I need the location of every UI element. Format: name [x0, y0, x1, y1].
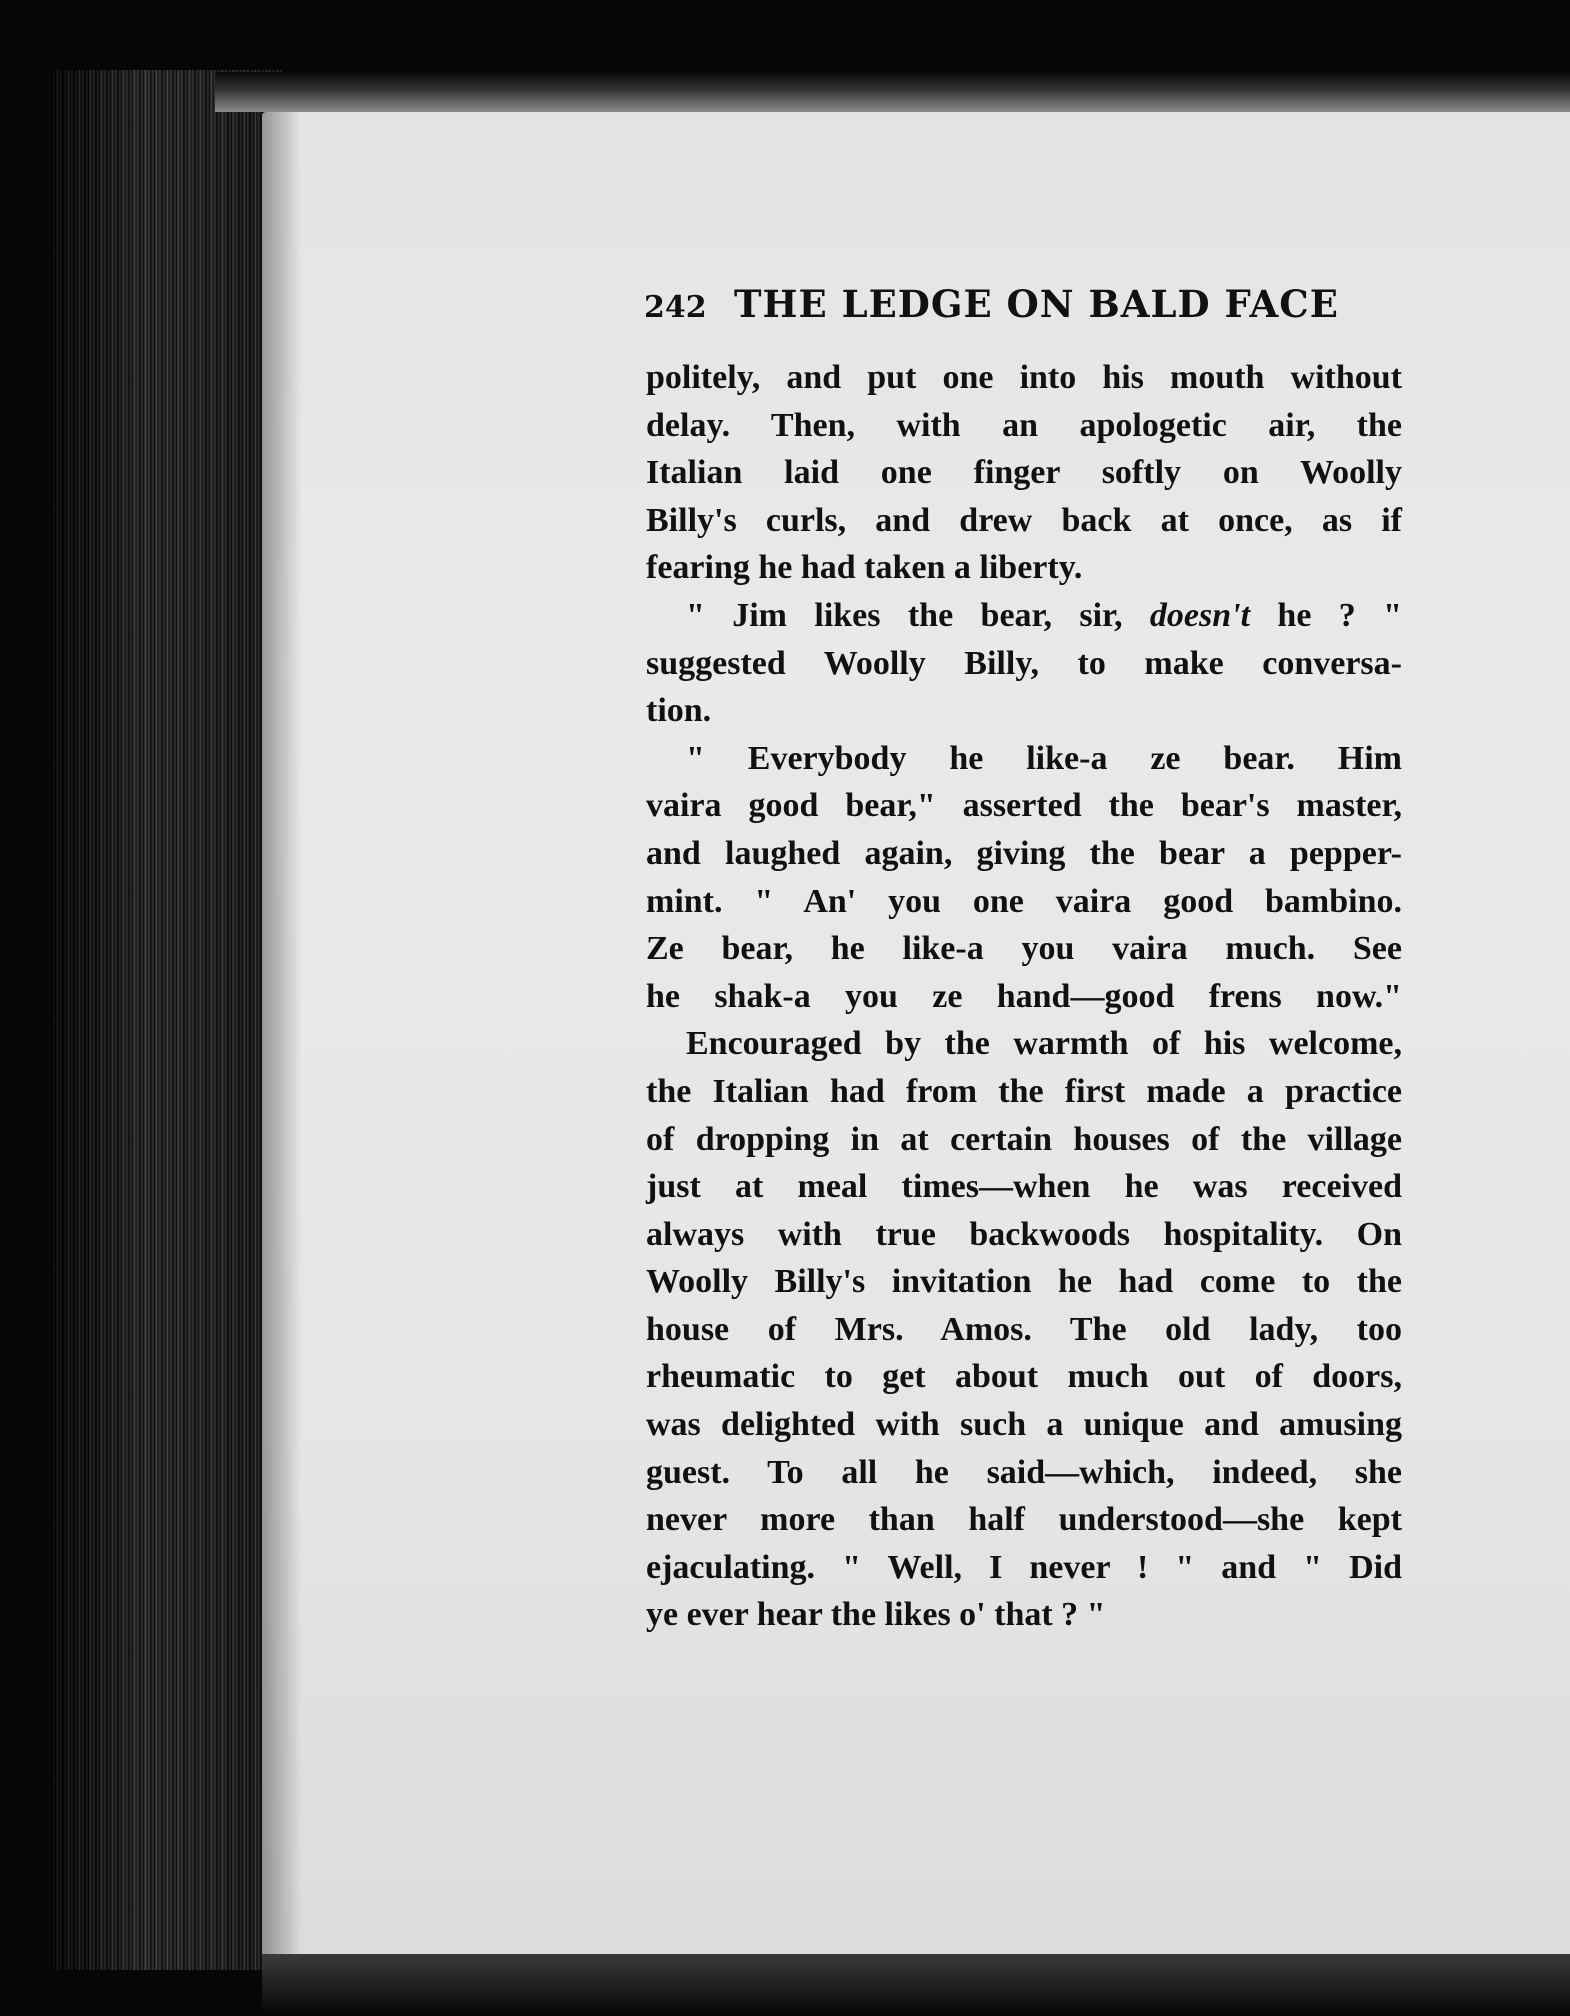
- text-line: just at meal times—when he was received: [646, 1168, 1402, 1206]
- text-line: Encouraged by the warmth of his welcome,: [686, 1025, 1402, 1063]
- text-line: Italian laid one finger softly on Woolly: [646, 454, 1402, 492]
- page-number: 242: [644, 290, 707, 325]
- text-line: house of Mrs. Amos. The old lady, too: [646, 1310, 1402, 1348]
- text-line: suggested Woolly Billy, to make conversa-: [646, 644, 1402, 682]
- bottom-shadow: [262, 1954, 1570, 2016]
- text-line: politely, and put one into his mouth without: [646, 359, 1402, 396]
- text-line: rheumatic to get about much out of doors,: [646, 1358, 1402, 1396]
- text-line: fearing he had taken a liberty.: [646, 549, 1083, 587]
- text-line: mint. " An' you one vaira good bambino.: [646, 882, 1402, 920]
- text-line: vaira good bear," asserted the bear's master,: [646, 787, 1402, 825]
- text-line: never more than half understood—she kept: [646, 1501, 1402, 1539]
- text-line: guest. To all he said—which, indeed, she: [646, 1453, 1402, 1491]
- text-line: ejaculating. " Well, I never ! " and " Did: [646, 1548, 1402, 1586]
- text-line: was delighted with such a unique and amusing: [646, 1406, 1402, 1444]
- text-line: he shak-a you ze hand—good frens now.": [646, 977, 1402, 1015]
- text-line: Woolly Billy's invitation he had come to the: [646, 1263, 1402, 1301]
- text-line: " Everybody he like-a ze bear. Him: [686, 739, 1402, 777]
- text-line: Ze bear, he like-a you vaira much. See: [646, 930, 1402, 968]
- text-line: tion.: [646, 692, 712, 730]
- text-segment: " Jim likes the bear, sir,: [686, 596, 1123, 634]
- running-title: THE LEDGE ON BALD FACE: [734, 282, 1339, 326]
- page-edges: [52, 70, 282, 1970]
- top-page-edge: [215, 72, 1570, 112]
- text-line: always with true backwoods hospitality. On: [646, 1215, 1402, 1253]
- text-segment: he ? ": [1277, 596, 1403, 634]
- text-line-with-emphasis: [646, 592, 1402, 640]
- text-line: delay. Then, with an apologetic air, the: [646, 406, 1402, 444]
- text-line: Billy's curls, and drew back at once, as if: [646, 501, 1402, 539]
- text-line: of dropping in at certain houses of the village: [646, 1120, 1402, 1158]
- body-text: [646, 354, 1402, 1639]
- page-header: [644, 282, 1344, 332]
- text-line: ye ever hear the likes o' that ? ": [646, 1596, 1106, 1634]
- text-line: and laughed again, giving the bear a pepper-: [646, 834, 1402, 872]
- text-line: the Italian had from the first made a practice: [646, 1072, 1402, 1110]
- emphasized-word: doesn't: [1149, 596, 1251, 634]
